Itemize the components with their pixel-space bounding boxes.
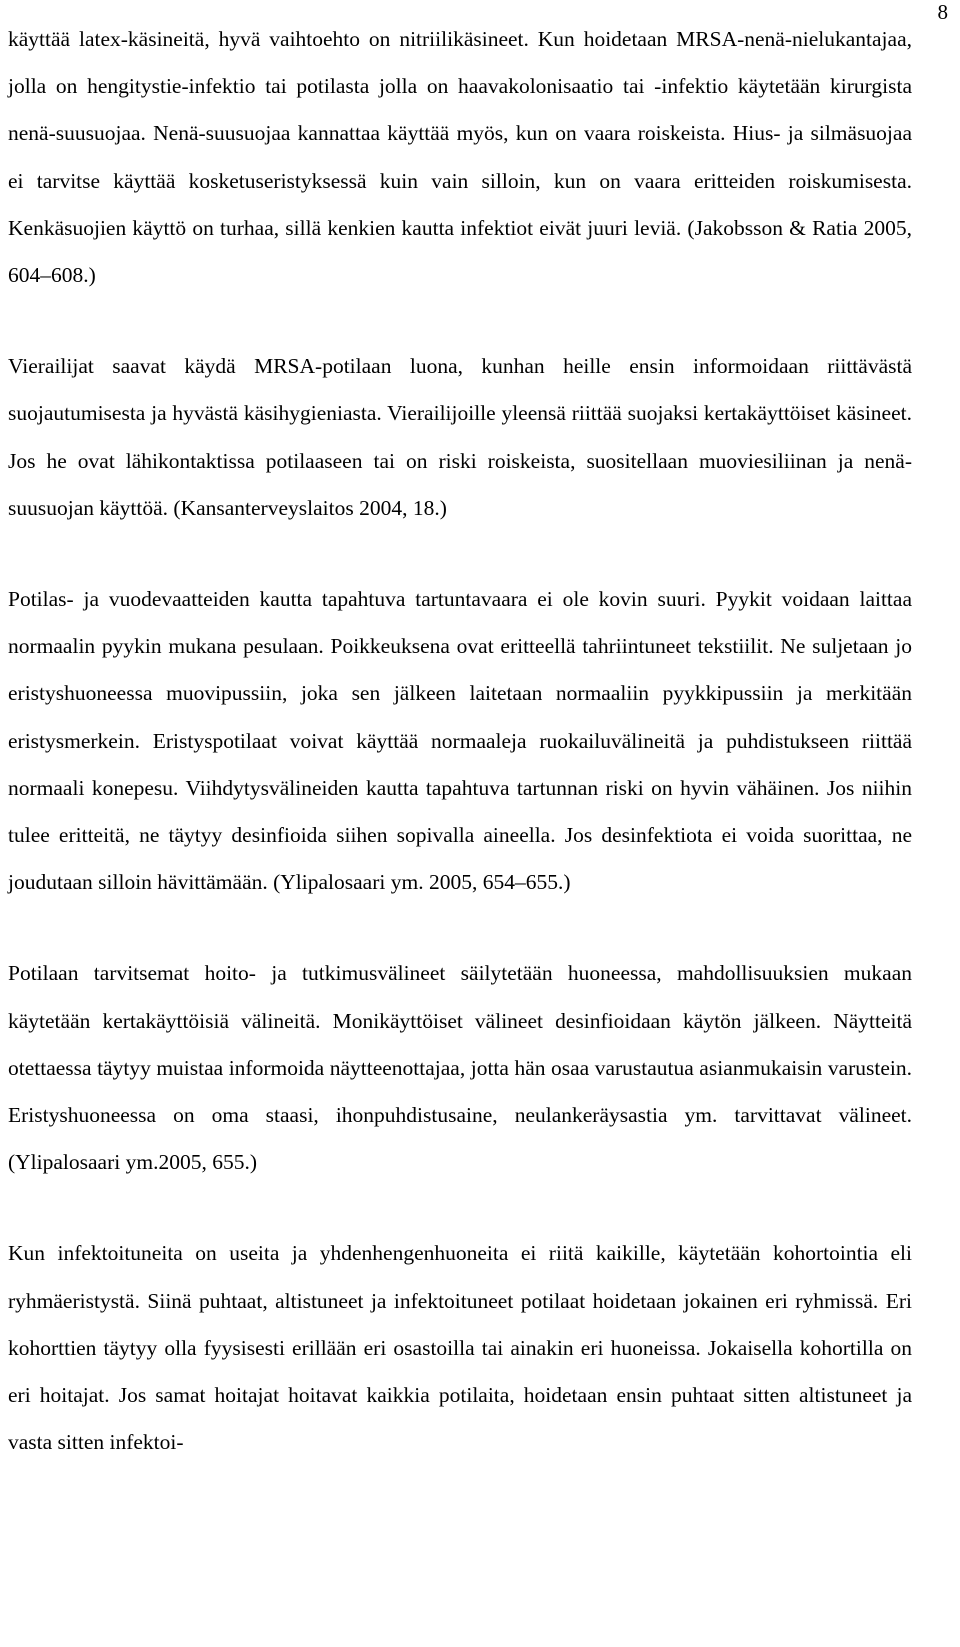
paragraph-cohorting: Kun infektoituneita on useita ja yhdenhengenhuoneita ei riitä kaikille, käytetään kohortointia eli ryhmäeristystä. Siinä puhtaat, altistuneet ja infektoituneet potilaat hoidetaan jokainen eri ryhmissä. Eri kohorttien täytyy olla fyysisesti erillään eri osastoilla tai ainakin eri huoneissa. Jokaisella kohortilla on eri hoitajat. Jos samat hoitajat hoitavat kaikkia potilaita, hoidetaan ensin puhtaat sitten altistuneet ja vasta sitten infektoi- [8,1241,912,1455]
paragraph-care-instruments: Potilaan tarvitsemat hoito- ja tutkimusvälineet säilytetään huoneessa, mahdollisuuksien mukaan käytetään kertakäyttöisiä välineitä. Monikäyttöiset välineet desinfioidaan käytön jälkeen. Näytteitä otettaessa täytyy muistaa informoida näytteenottajaa, jotta hän osaa varustautua asianmukaisin varustein. Eristyshuoneessa on oma staasi, ihonpuhdistusaine, neulankeräysastia ym. tarvittavat välineet. (Ylipalosaari ym.2005, 655.) [8,961,912,1175]
document-page [8,16,912,1466]
paragraph-protective-equipment: käyttää latex-käsineitä, hyvä vaihtoehto on nitriilikäsineet. Kun hoidetaan MRSA-nenä-nielukantajaa, jolla on hengitystie-infektio tai potilasta jolla on haavakolonisaatio tai -infektio käytetään kirurgista nenä-suusuojaa. Nenä-suusuojaa kannattaa käyttää myös, kun on vaara roiskeista. Hius- ja silmäsuojaa ei tarvitse käyttää kosketuseristyksessä kuin vain silloin, kun on vaara eritteiden roiskumisesta. Kenkäsuojien käyttö on turhaa, sillä kenkien kautta infektiot eivät juuri leviä. (Jakobsson & Ratia 2005, 604–608.) [8,27,912,288]
paragraph-laundry-and-utensils: Potilas- ja vuodevaatteiden kautta tapahtuva tartuntavaara ei ole kovin suuri. Pyykit voidaan laittaa normaalin pyykin mukana pesulaan. Poikkeuksena ovat eritteellä tahriintuneet tekstiilit. Ne suljetaan jo eristyshuoneessa muovipussiin, joka sen jälkeen laitetaan normaaliin pyykkipussiin ja merkitään eristysmerkein. Eristyspotilaat voivat käyttää normaaleja ruokailuvälineitä ja puhdistukseen riittää normaali konepesu. Viihdytysvälineiden kautta tapahtuva tartunnan riski on hyvin vähäinen. Jos niihin tulee eritteitä, ne täytyy desinfioida siihen sopivalla aineella. Jos desinfektiota ei voida suorittaa, ne joudutaan silloin hävittämään. (Ylipalosaari ym. 2005, 654–655.) [8,587,912,895]
page-number: 8 [937,0,948,24]
paragraph-visitors: Vierailijat saavat käydä MRSA-potilaan luona, kunhan heille ensin informoidaan riittävästä suojautumisesta ja hyvästä käsihygieniasta. Vierailijoille yleensä riittää suojaksi kertakäyttöiset käsineet. Jos he ovat lähikontaktissa potilaaseen tai on riski roiskeista, suositellaan muoviesiliinan ja nenä-suusuojan käyttöä. (Kansanterveyslaitos 2004, 18.) [8,354,912,520]
